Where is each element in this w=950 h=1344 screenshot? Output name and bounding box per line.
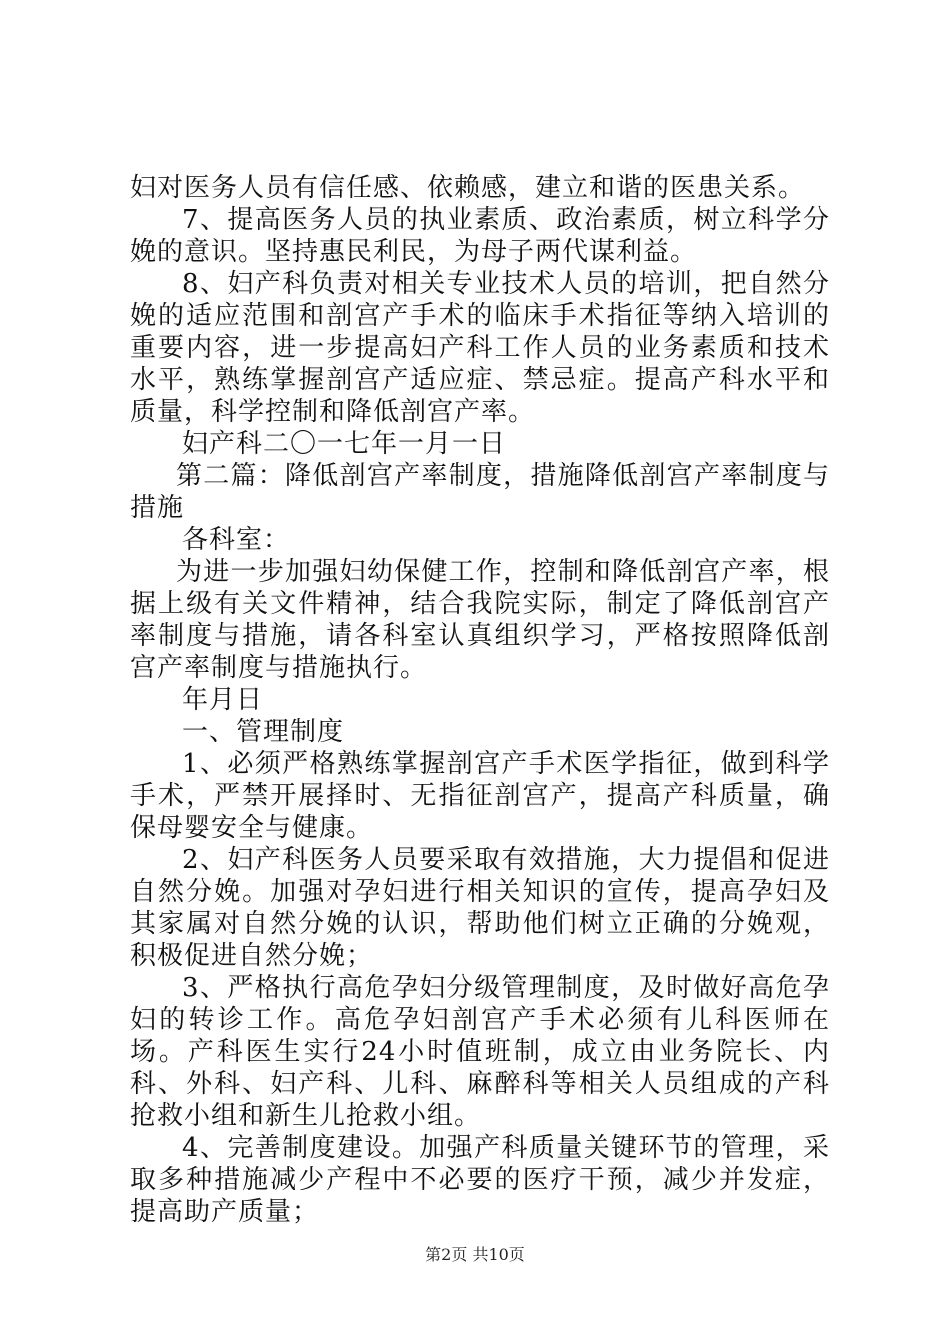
page-number-footer: 第2页 共10页	[425, 1245, 525, 1264]
subheading-management-system: 一、管理制度	[182, 717, 345, 747]
paragraph-notice-intro: 为进一步加强妇幼保健工作，控制和降低剖宫产率，根据上级有关文件精神，结合我院实际，制定了降低剖宫产率制度与措施，请各科室认真组织学习，严格按照降低剖宫产率制度与措施执行。	[130, 557, 830, 683]
document-body	[130, 172, 830, 1228]
paragraph-item-8: 8、妇产科负责对相关专业技术人员的培训，把自然分娩的适应范围和剖宫产手术的临床手术指征等纳入培训的重要内容，进一步提高妇产科工作人员的业务素质和技术水平，熟练掌握剖宫产适应症、禁忌症。提高产科水平和质量，科学控制和降低剖宫产率。	[130, 269, 830, 427]
paragraph-continuation: 妇对医务人员有信任感、依赖感，建立和谐的医患关系。	[130, 173, 806, 203]
salutation: 各科室：	[182, 525, 291, 555]
paragraph-rule-4: 4、完善制度建设。加强产科质量关键环节的管理，采取多种措施减少产程中不必要的医疗干预，减少并发症，提高助产质量；	[130, 1133, 830, 1227]
signature-date-line: 妇产科二〇一七年一月一日	[182, 429, 507, 459]
paragraph-rule-3: 3、严格执行高危孕妇分级管理制度，及时做好高危孕妇的转诊工作。高危孕妇剖宫产手术必须有儿科医师在场。产科医生实行24小时值班制，成立由业务院长、内科、外科、妇产科、儿科、麻醉科等相关人员组成的产科抢救小组和新生儿抢救小组。	[130, 973, 830, 1131]
paragraph-rule-1: 1、必须严格熟练掌握剖宫产手术医学指征，做到科学手术，严禁开展择时、无指征剖宫产，提高产科质量，确保母婴安全与健康。	[130, 749, 830, 843]
paragraph-item-7: 7、提高医务人员的执业素质、政治素质，树立科学分娩的意识。坚持惠民利民，为母子两代谋利益。	[130, 205, 830, 267]
paragraph-rule-2: 2、妇产科医务人员要采取有效措施，大力提倡和促进自然分娩。加强对孕妇进行相关知识的宣传，提高孕妇及其家属对自然分娩的认识，帮助他们树立正确的分娩观，积极促进自然分娩；	[130, 845, 830, 971]
date-placeholder-line: 年月日	[182, 685, 264, 715]
section-heading-part-two: 第二篇：降低剖宫产率制度，措施降低剖宫产率制度与措施	[130, 461, 830, 523]
